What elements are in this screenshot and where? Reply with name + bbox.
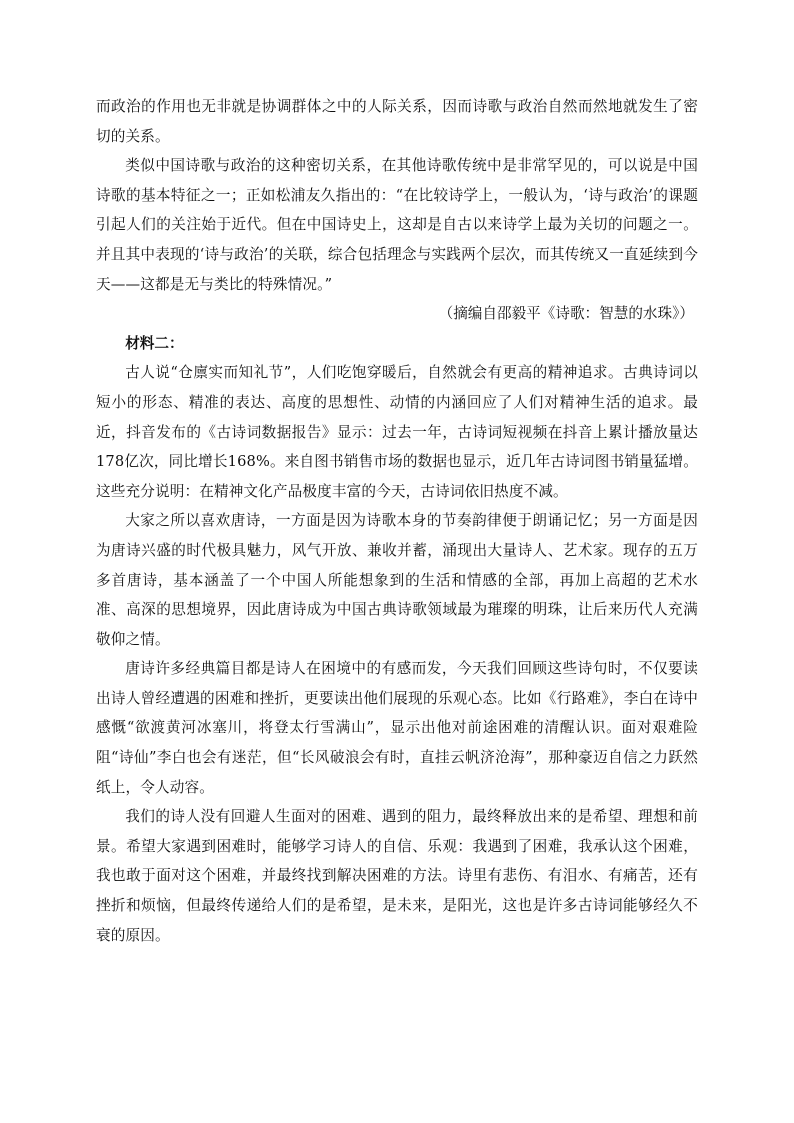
source-citation: （摘编自邵毅平《诗歌：智慧的水珠》）: [438, 305, 694, 323]
paragraph-spiritual-pursuit: 古人说“仓廪实而知礼节”，人们吃饱穿暖后，自然就会有更高的精神追求。古典诗词以短小的形态、精准的表达、高度的思想性、动情的内涵回应了人们对精神生活的追求。最近，抖音发布的《古诗词数据报告》显示：过去一年，古诗词短视频在抖音上累计播放量达178亿次，同比增长168%。来自图书销售市场的数据也显示，近几年古诗词图书销量猛增。这些充分说明：在精神文化产品极度丰富的今天，古诗词依旧热度不减。: [96, 364, 698, 500]
section-heading-material-two: 材料二：: [125, 334, 184, 352]
paragraph-continuation: 而政治的作用也无非就是协调群体之中的人际关系，因而诗歌与政治自然而然地就发生了密切的关系。: [96, 98, 698, 145]
paragraph-poetry-politics: 类似中国诗歌与政治的这种密切关系，在其他诗歌传统中是非常罕见的，可以说是中国诗歌的基本特征之一；正如松浦友久指出的：“在比较诗学上，一般认为，‘诗与政治’的课题引起人们的关注始于近代。但在中国诗史上，这却是自古以来诗学上最为关切的问题之一。并且其中表现的‘诗与政治’的关联，综合包括理念与实践两个层次，而其传统又一直延续到今天——这都是无与类比的特殊情况。”: [96, 157, 698, 293]
document-page: [96, 92, 698, 950]
paragraph-tang-poetry: 大家之所以喜欢唐诗，一方面是因为诗歌本身的节奏韵律便于朗诵记忆；另一方面是因为唐诗兴盛的时代极具魅力，风气开放、兼收并蓄，涌现出大量诗人、艺术家。现存的五万多首唐诗，基本涵盖了一个中国人所能想象到的生活和情感的全部，再加上高超的艺术水准、高深的思想境界，因此唐诗成为中国古典诗歌领域最为璀璨的明珠，让后来历代人充满敬仰之情。: [96, 512, 698, 648]
paragraph-li-bai: 唐诗许多经典篇目都是诗人在困境中的有感而发，今天我们回顾这些诗句时，不仅要读出诗人曾经遭遇的困难和挫折，更要读出他们展现的乐观心态。比如《行路难》，李白在诗中感慨“欲渡黄河冰塞川，将登太行雪满山”，显示出他对前途困难的清醒认识。面对艰难险阻“诗仙”李白也会有迷茫，但“长风破浪会有时，直挂云帆济沧海”，那种豪迈自信之力跃然纸上，令人动容。: [96, 660, 698, 796]
paragraph-hope: 我们的诗人没有回避人生面对的困难、遇到的阻力，最终释放出来的是希望、理想和前景。希望大家遇到困难时，能够学习诗人的自信、乐观：我遇到了困难，我承认这个困难，我也敢于面对这个困难，并最终找到解决困难的方法。诗里有悲伤、有泪水、有痛苦，还有挫折和烦恼，但最终传递给人们的是希望，是未来，是阳光，这也是许多古诗词能够经久不衰的原因。: [96, 808, 698, 944]
